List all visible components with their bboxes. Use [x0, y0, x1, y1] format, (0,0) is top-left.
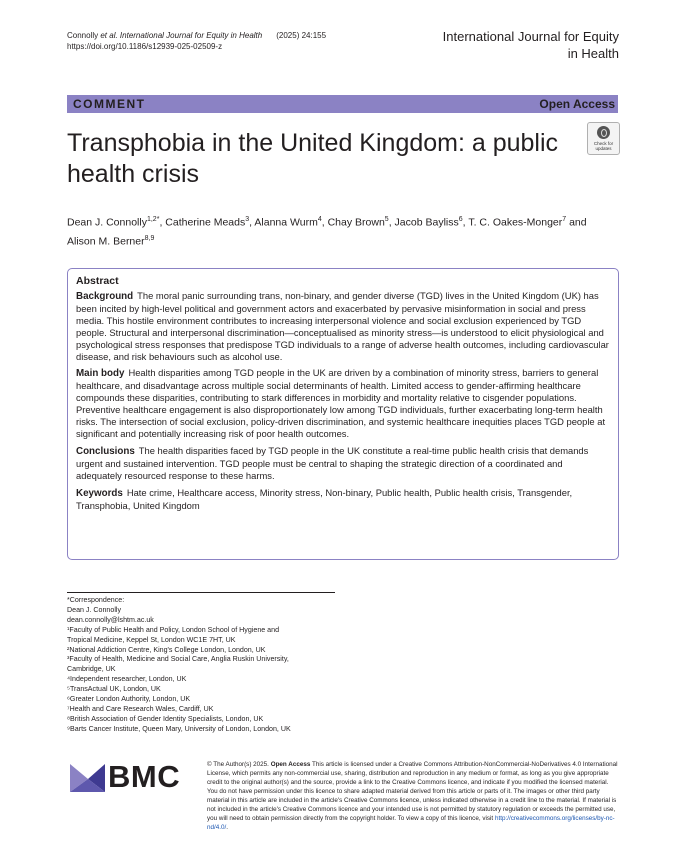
author-name: Alison M. Berner [67, 235, 145, 247]
author-affiliation: 5 [384, 216, 389, 223]
check-updates-icon [597, 126, 610, 139]
footnote-line[interactable]: dean.connolly@lshtm.ac.uk [67, 615, 154, 624]
check-for-updates-badge[interactable] [587, 122, 620, 155]
footnote-line: ⁵TransActual UK, London, UK [67, 685, 161, 694]
footnote-line: ⁸British Association of Gender Identity Specialists, London, UK [67, 714, 264, 723]
article-type-label: COMMENT [73, 97, 146, 111]
footnote-line: ³Faculty of Health, Medicine and Social Care, Anglia Ruskin University, [67, 655, 289, 664]
author-name: Dean J. Connolly [67, 216, 147, 229]
citation-journal: et al. International Journal for Equity in Health [100, 31, 263, 40]
bmc-logo-icon [67, 760, 107, 796]
journal-name-line1: International Journal for Equity [442, 29, 619, 44]
license-year: © The Author(s) 2025. [207, 761, 269, 768]
footnote-line: ⁴Independent researcher, London, UK [67, 675, 187, 684]
abstract-keywords [76, 487, 610, 512]
citation-volume: (2025) 24:155 [276, 31, 327, 40]
citation-line [67, 30, 326, 41]
citation-authors: Connolly [67, 31, 101, 40]
footnote-line: ¹Faculty of Public Health and Policy, London School of Hygiene and [67, 625, 280, 634]
section-label: Main body [76, 368, 125, 380]
citation-block [67, 30, 326, 52]
author-affiliation: 1,2* [146, 216, 160, 223]
author-separator: and [566, 216, 587, 229]
check-updates-label [588, 141, 619, 151]
footnote-line: ⁶Greater London Authority, London, UK [67, 695, 191, 704]
section-label: Background [76, 291, 134, 302]
license-text: This article is licensed under a Creative Commons Attribution-NonCommercial-NoDerivatives 4.0 International License, which permits any non-commercial use, sharing, distribution and reproduction in any medium or format, as long as you give appropriate credit to the original author(s) and the source, provide a link to the Creative Commons licence, and indicate if you modified the licensed material. You do not have permission under this licence to share adapted material derived from this article or parts of it. The images or other third party material in this article are included in the article's Creative Commons licence, unless indicated otherwise in a credit line to the material. If material is not included in the article's Creative Commons licence and your intended use is not permitted by statutory regulation or exceeds the permitted use, you will need to obtain permission directly from the copyright holder. To view a copy of this licence, visit [207, 761, 618, 822]
author-list [67, 212, 617, 249]
footnote-line: ⁷Health and Care Research Wales, Cardiff, UK [67, 704, 214, 713]
footnote-line: Tropical Medicine, Keppel St, London WC1E 7HT, UK [67, 635, 236, 644]
abstract-background [76, 290, 610, 362]
author-separator: , [321, 216, 328, 229]
section-label: Keywords [76, 487, 123, 499]
check-updates-line1: Check for [593, 141, 614, 146]
footnote-line: ⁹Barts Cancer Institute, Queen Mary, University of London, London, UK [67, 724, 291, 733]
author-separator: , [462, 216, 469, 229]
footnote-divider [67, 592, 335, 593]
author-separator: , [249, 216, 255, 229]
open-access-label: Open Access [539, 97, 615, 111]
section-text: Health disparities among TGD people in the UK are driven by a combination of minority stress, barriers to general healthcare, and disadvantage across multiple social determinants of health. Limited access to gender-affirming healthcare compounds these disparities, contributing to stark differences in morbidity and mortality relative to cisgender populations. Preventive healthcare engagement is also disproportionately low among TGD individuals, further exacerbating long-term health risks. The intersection of social exclusion, policy-driven discrimination, and systemic healthcare inequities places TGD people at significant and potentially increasing risk of poor health outcomes. [76, 367, 606, 439]
section-text: Hate crime, Healthcare access, Minority stress, Non-binary, Public health, Public health crisis, Transgender, Transphobia, United Kingdom [76, 486, 573, 511]
author-name: Chay Brown [327, 216, 385, 229]
bmc-logo [67, 760, 197, 796]
footnote-line: Dean J. Connolly [67, 605, 122, 614]
footnote-line: ²National Addiction Centre, King's College London, London, UK [67, 645, 266, 654]
journal-name-line2: in Health [567, 46, 619, 61]
abstract-conclusions [76, 445, 610, 482]
author-name: T. C. Oakes-Monger [468, 216, 563, 229]
article-title: Transphobia in the United Kingdom: a public health crisis [67, 129, 559, 188]
license-link[interactable]: http://creativecommons.org/licenses/by-nc-nd/4.0/ [207, 814, 615, 831]
author-affiliation: 8,9 [144, 234, 155, 242]
license-statement [207, 761, 620, 833]
abstract-main-body [76, 367, 610, 439]
journal-name [399, 28, 619, 62]
author-affiliation: 4 [317, 216, 322, 223]
doi-link[interactable]: https://doi.org/10.1186/s12939-025-02509-z [67, 42, 223, 51]
license-end: . [226, 823, 229, 831]
author-name: Catherine Meads [165, 216, 246, 229]
section-text: The moral panic surrounding trans, non-binary, and gender diverse (TGD) lives in the United Kingdom (UK) has been incited by high-level political and government actors and exacerbated by pervasive misinformation in social and press media. This hostile environment contributes to increasing interpersonal violence and social exclusion experienced by TGD people. Structural and interpersonal discrimination—conceptualised as minority stress—is understood to elicit physiological and psychological stress responses that predispose TGD individuals to a range of adverse health outcomes, including cardiovascular disease, and risk behaviours such as alcohol use. [76, 290, 609, 362]
author-separator: , [388, 216, 395, 229]
author-affiliation: 7 [562, 216, 567, 223]
author-name: Jacob Bayliss [394, 216, 459, 229]
check-updates-line2: updates [595, 146, 612, 151]
license-open-access: Open Access [270, 761, 311, 768]
abstract-box [67, 268, 619, 560]
bmc-logo-text: BMC [108, 759, 181, 794]
footnote-line: Cambridge, UK [67, 665, 116, 674]
section-text: The health disparities faced by TGD people in the UK constitute a real-time public health crisis that demands urgent and sustained intervention. TGD people must be central to shaping the strategic direction of a coordinated and adequately resourced response to these harms. [76, 444, 589, 481]
article-type-banner [67, 95, 618, 113]
author-separator: , [159, 216, 166, 229]
section-label: Conclusions [76, 445, 135, 457]
author-affiliation: 6 [458, 216, 463, 223]
footnote-line: *Correspondence: [67, 596, 125, 604]
abstract-heading: Abstract [76, 275, 119, 287]
author-affiliation: 3 [245, 216, 250, 223]
footnotes [67, 596, 337, 735]
author-name: Alanna Wurm [254, 216, 318, 229]
